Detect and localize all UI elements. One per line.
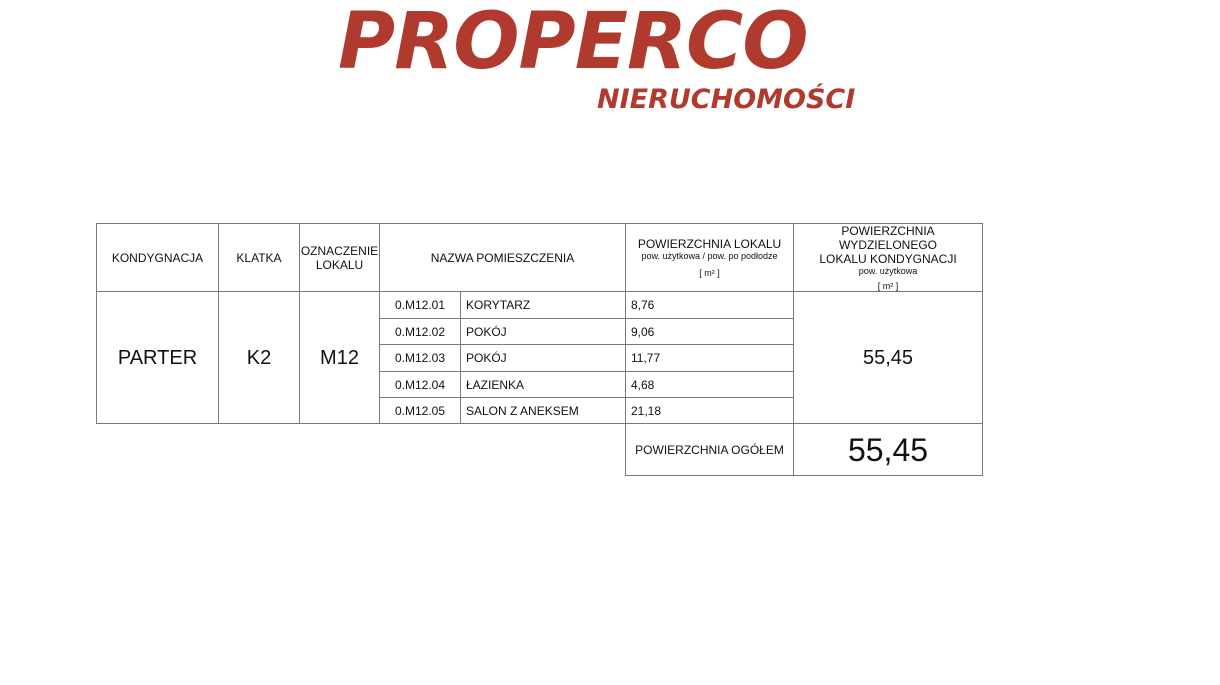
header-wydzielona-unit: [ m² ] [877, 280, 899, 291]
wydzielona-value: 55,45 [793, 291, 983, 424]
header-kondygnacja: KONDYGNACJA [96, 223, 219, 292]
room-code: 0.M12.04 [379, 371, 461, 398]
room-code: 0.M12.02 [379, 318, 461, 345]
header-wydzielona-line1: POWIERZCHNIA WYDZIELONEGO [838, 223, 937, 252]
room-code: 0.M12.01 [379, 291, 461, 319]
kondygnacja-value: PARTER [96, 291, 219, 424]
room-area: 9,06 [625, 318, 794, 345]
header-oznaczenie-line1: OZNACZENIE [300, 243, 379, 258]
header-powierzchnia-wydzielona [793, 223, 983, 292]
room-code: 0.M12.03 [379, 344, 461, 372]
room-area: 11,77 [625, 344, 794, 372]
room-name: POKÓJ [460, 344, 626, 372]
room-area: 8,76 [625, 291, 794, 319]
room-name: SALON Z ANEKSEM [460, 397, 626, 424]
header-powierzchnia-unit: [ m² ] [699, 267, 720, 278]
header-oznaczenie-line2: LOKALU [315, 257, 364, 272]
room-area: 21,18 [625, 397, 794, 424]
room-name: ŁAZIENKA [460, 371, 626, 398]
header-nazwa: NAZWA POMIESZCZENIA [379, 223, 626, 292]
header-wydzielona-line2: LOKALU KONDYGNACJI [819, 251, 957, 266]
company-logo [0, 0, 1220, 130]
header-klatka: KLATKA [218, 223, 300, 292]
logo-subtitle: NIERUCHOMOŚCI [597, 84, 856, 115]
room-code: 0.M12.05 [379, 397, 461, 424]
room-name: KORYTARZ [460, 291, 626, 319]
header-powierzchnia-title: POWIERZCHNIA LOKALU [637, 236, 782, 251]
total-label: POWIERZCHNIA OGÓŁEM [625, 423, 794, 476]
room-area: 4,68 [625, 371, 794, 398]
room-name: POKÓJ [460, 318, 626, 345]
lokal-value: M12 [299, 291, 380, 424]
klatka-value: K2 [218, 291, 300, 424]
total-value: 55,45 [793, 423, 983, 476]
header-powierzchnia-sub: pow. użytkowa / pow. po podłodze [641, 250, 778, 261]
header-wydzielona-sub: pow. użytkowa [858, 265, 918, 276]
logo-wordmark: PROPERCO [338, 0, 808, 87]
header-oznaczenie [299, 223, 380, 292]
header-powierzchnia-lokalu [625, 223, 794, 292]
